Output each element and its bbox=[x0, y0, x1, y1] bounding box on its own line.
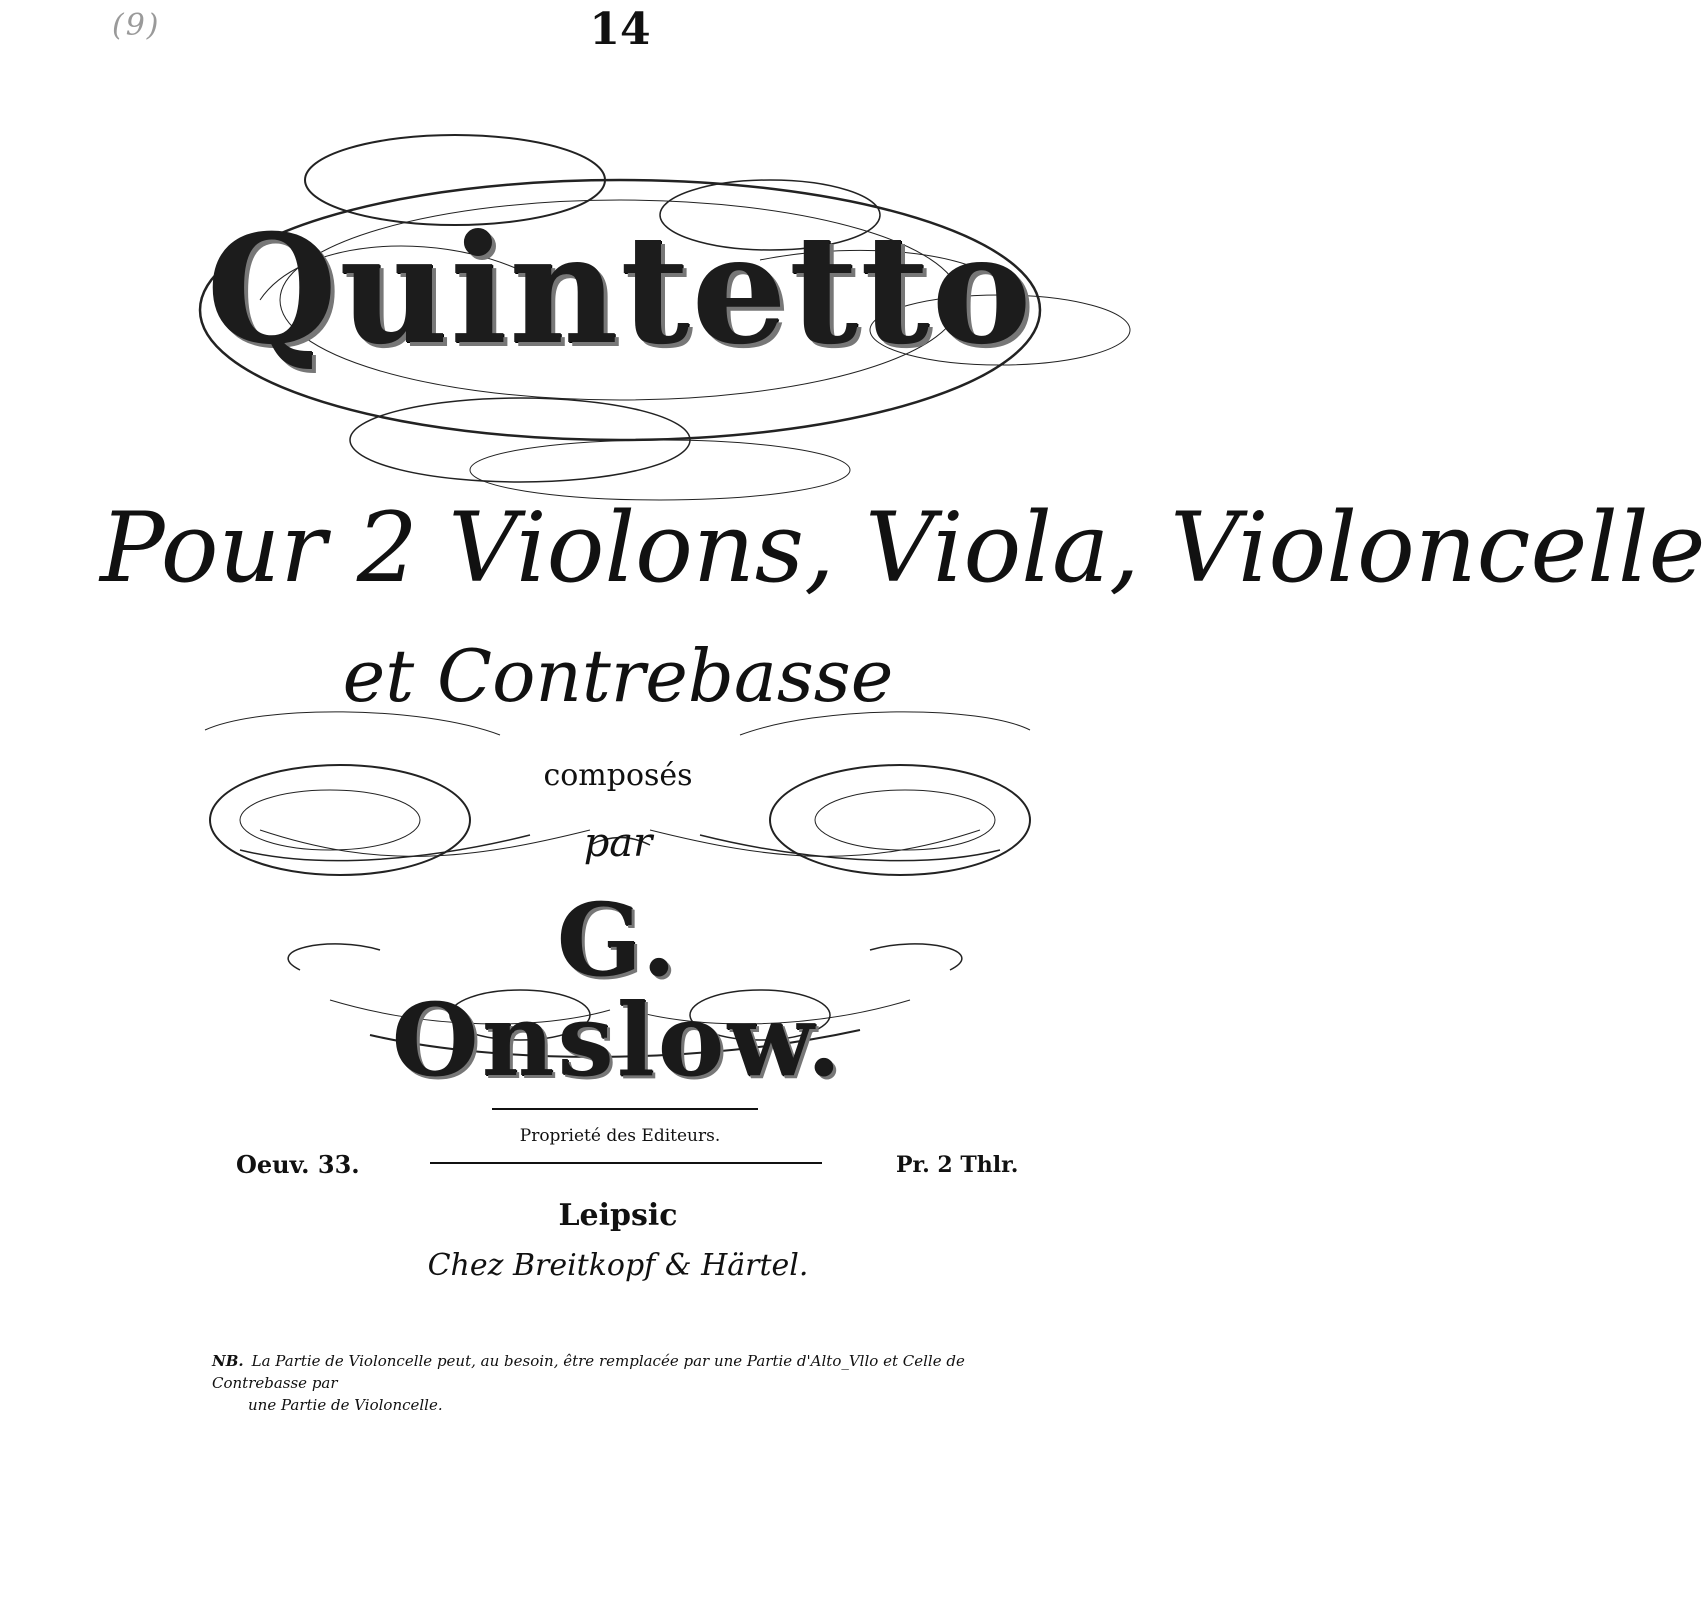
page-number: 14 bbox=[589, 4, 651, 55]
lower-rule bbox=[430, 1162, 822, 1164]
composed-label: composés bbox=[543, 758, 693, 793]
pencil-mark: (9) bbox=[112, 8, 161, 43]
opus-number: Oeuv. 33. bbox=[236, 1150, 360, 1179]
instrumentation-line-2: et Contrebasse bbox=[342, 634, 894, 718]
footnote-marker: NB. bbox=[212, 1352, 244, 1370]
footnote-line-2: une Partie de Violoncelle. bbox=[248, 1396, 443, 1414]
by-label: par bbox=[583, 820, 653, 866]
upper-rule bbox=[492, 1108, 758, 1110]
instrumentation-line-1: Pour 2 Violons, Viola, Violoncelle bbox=[100, 492, 1705, 604]
work-title: Quintetto bbox=[206, 202, 1034, 378]
imprint-city: Leipsic bbox=[558, 1198, 678, 1233]
footnote bbox=[212, 1350, 1042, 1416]
rights-notice: Proprieté des Editeurs. bbox=[519, 1126, 721, 1146]
footnote-line-1: La Partie de Violoncelle peut, au besoin, être remplacée par une Partie d'Alto_Vllo et Celle de Contrebasse par bbox=[212, 1352, 965, 1392]
price: Pr. 2 Thlr. bbox=[896, 1152, 1019, 1178]
publisher-name: Chez Breitkopf & Härtel. bbox=[427, 1248, 809, 1283]
composer-name: G. Onslow. bbox=[391, 881, 845, 1099]
